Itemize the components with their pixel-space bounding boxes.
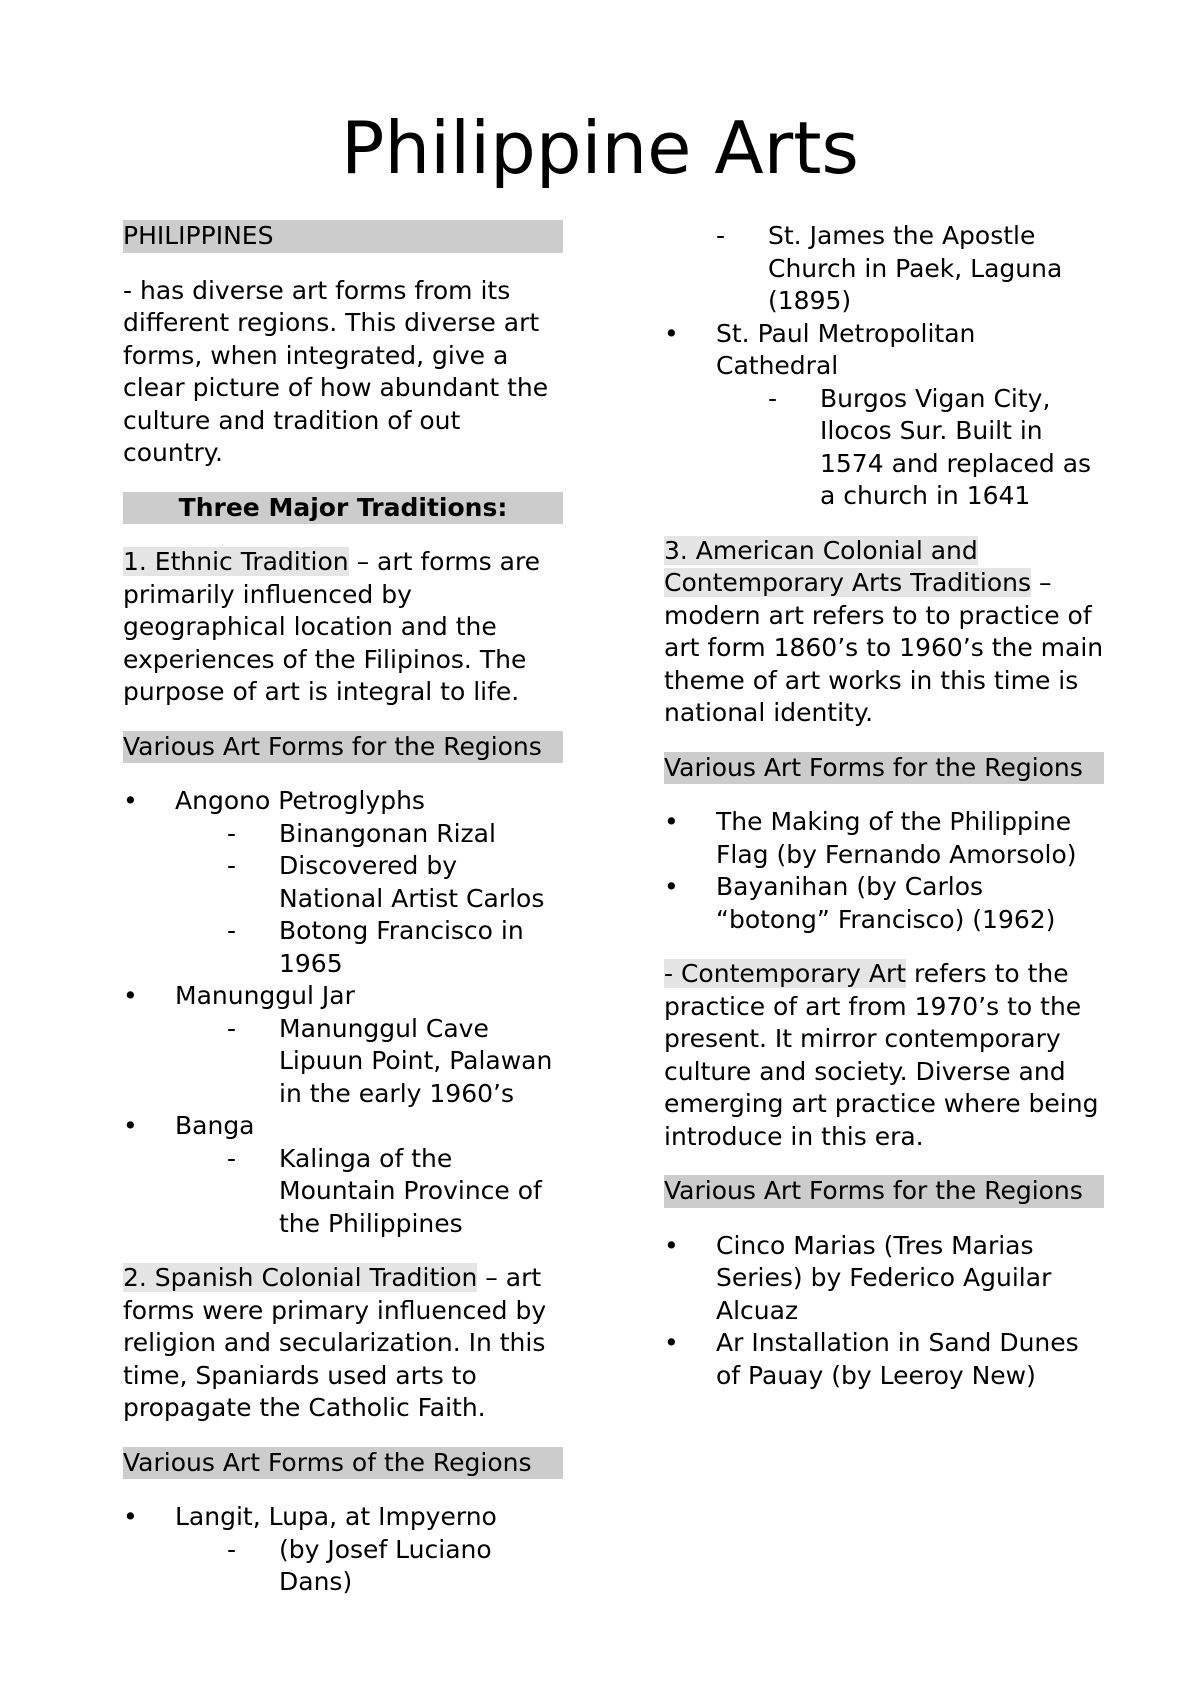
sub-list-item: - Binangonan Rizal [175,818,563,851]
contemporary-art-label: - Contemporary Art [664,959,907,988]
contemporary-art-paragraph [664,958,1104,1153]
spanish-tradition-paragraph [123,1262,563,1425]
various-art-forms-heading: Various Art Forms for the Regions [664,1175,1104,1208]
list-item-title: St. Paul Metropolitan Cathedral [716,318,976,380]
contemporary-art-desc: refers to the practice of art from 1970’s to the present. It mirror contemporary culture and society. Diverse and emerging art practice where being introduce in this era. [664,959,1099,1151]
various-art-forms-heading: Various Art Forms for the Regions [664,752,1104,785]
list-item: • Cinco Marias (Tres Marias Series) by Federico Aguilar Alcuaz [664,1230,1104,1328]
american-art-list [664,806,1104,936]
sub-list [175,1534,563,1599]
sub-list [175,818,563,981]
right-column [664,220,1104,1392]
list-item-title: Langit, Lupa, at Impyerno [175,1502,497,1531]
spanish-art-list [123,1501,563,1599]
page-title: Philippine Arts [341,106,859,190]
philippines-description: - has diverse art forms from its different regions. This diverse art forms, when integrated, give a clear picture of how abundant the culture and tradition of out country. [123,275,549,467]
list-item-title: Manunggul Jar [175,981,355,1010]
sub-list-item: - St. James the Apostle Church in Paek, Laguna (1895) [664,220,1104,318]
sub-list-item: - Botong Francisco in 1965 [175,915,563,980]
list-item: • The Making of the Philippine Flag (by Fernando Amorsolo) [664,806,1104,871]
list-item [123,1110,563,1240]
spanish-tradition-label: 2. Spanish Colonial Tradition [123,1263,478,1292]
american-tradition-label: 3. American Colonial and Contemporary Arts Traditions [664,535,1031,597]
list-item-title: Banga [175,1111,255,1140]
american-tradition-paragraph [664,535,1104,730]
sub-list-item: - Manunggul Cave Lipuun Point, Palawan in the early 1960’s [175,1013,563,1111]
various-art-forms-heading: Various Art Forms for the Regions [123,731,563,764]
sub-list-item: - Kalinga of the Mountain Province of the Philippines [175,1143,563,1241]
sub-list-item: - Discovered by National Artist Carlos [175,850,563,915]
left-column [123,220,563,1599]
list-item: • Bayanihan (by Carlos “botong” Francisco) (1962) [664,871,1104,936]
list-item-title: Angono Petroglyphs [175,786,425,815]
list-item [123,785,563,980]
continued-sub-list [664,220,1104,318]
contemporary-art-list [664,1230,1104,1393]
american-tradition-desc: – modern art refers to to practice of art form 1860’s to 1960’s the main theme of art works in this time is national identity. [664,568,1104,727]
sub-list [175,1013,563,1111]
ethnic-tradition-paragraph [123,546,563,709]
list-item [664,318,1104,513]
list-item [123,980,563,1110]
traditions-heading: Three Major Traditions: [123,492,563,525]
various-art-forms-heading: Various Art Forms of the Regions [123,1447,563,1480]
sub-list [175,1143,563,1241]
spanish-art-list-continued [664,318,1104,513]
spanish-tradition-desc: – art forms were primary influenced by religion and secularization. In this time, Spaniards used arts to propagate the Catholic Faith. [123,1263,547,1422]
list-item [123,1501,563,1599]
sub-list-item: - Burgos Vigan City, Ilocos Sur. Built in 1574 and replaced as a church in 1641 [716,383,1104,513]
philippines-heading: PHILIPPINES [123,220,563,253]
sub-list-item: - (by Josef Luciano Dans) [175,1534,563,1599]
sub-list [716,383,1104,513]
ethnic-art-list [123,785,563,1240]
ethnic-tradition-label: 1. Ethnic Tradition [123,547,349,576]
ethnic-tradition-desc: – art forms are primarily influenced by geographical location and the experiences of the Filipinos. The purpose of art is integral to life. [123,547,541,706]
list-item: • Ar Installation in Sand Dunes of Pauay (by Leeroy New) [664,1327,1104,1392]
